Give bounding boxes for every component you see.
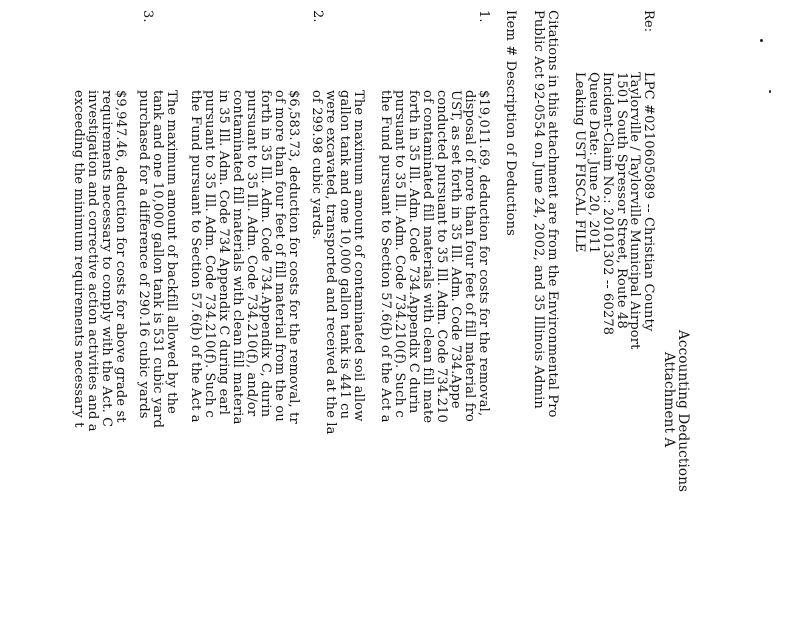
item-2-extra-1: The maximum amount of backfill allowed by the: [164, 90, 179, 415]
item-2-extra-2: tank and one 10,000 gallon tank is 531 cubic yard: [150, 90, 165, 429]
item-2-line-1: $6,583.73, deduction for costs for the removal, tr: [286, 90, 301, 424]
re-line-6: Leaking UST FISCAL FILE: [572, 72, 587, 253]
item-1-number: 1.: [476, 10, 491, 23]
item-3-number: 3.: [140, 10, 155, 23]
item-2-line-7: pursuant to 35 Ill. Adm. Code 734.210(f). Such c: [202, 90, 217, 418]
item-2-number: 2.: [310, 10, 325, 23]
item-2-line-8: the Fund pursuant to Section 57.6(b) of the Act a: [188, 90, 203, 423]
item-1-line-8: the Fund pursuant to Section 57.6(b) of the Act a: [378, 90, 393, 423]
item-3-line-4: exceeding the minimum requirements necessary t: [71, 90, 86, 428]
item-1-line-7: pursuant to 35 Ill. Adm. Code 734.210(f). Such c: [392, 90, 407, 418]
re-line-2: Taylorville / Taylorville Municipal Airport: [627, 72, 642, 350]
re-line-1: LPC #0210605089 -- Christian County: [641, 72, 656, 332]
item-1-line-2: disposal of more than four feet of fill material fro: [462, 90, 477, 422]
item-2-line-6: in 35 Ill. Adm. Code 734 Appendix C during earl: [216, 90, 231, 416]
item-3-line-1: $9,947.46, deduction for costs for above grade st: [113, 90, 128, 423]
attachment-subtitle: Accounting Deductions: [675, 330, 691, 493]
item-1-line-3: UST, as set forth in 35 Ill. Adm. Code 734.Appe: [448, 90, 463, 409]
citation-line-2: Public Act 92-0554 on June 24, 2002, and 35 Illinois Admin: [531, 10, 546, 409]
column-header: Item # Description of Deductions: [503, 10, 518, 236]
item-1-line-5: of contaminated fill materials with clean fill mate: [420, 90, 435, 424]
re-label: Re:: [641, 10, 656, 33]
item-2-extra-3: purchased for a difference of 290.16 cubic yards: [136, 90, 151, 419]
item-1-extra-3: were excavated, transported and received at the la: [323, 90, 338, 435]
re-line-3: 1501 South Spressor Street, Route 48: [614, 72, 629, 329]
citation-line-1: Citations in this attachment are from the Environmental Pro: [545, 10, 560, 418]
scan-speck: [769, 90, 771, 93]
item-1-extra-2: gallon tank and one 10,000 gallon tank is 441 cu: [337, 90, 352, 420]
item-1-line-4: conducted pursuant to 35 Ill. Adm. Code 734.210: [434, 90, 449, 423]
item-2-line-2: of more than four feet of fill material from the ou: [272, 90, 287, 422]
item-1-extra-4: of 299.98 cubic yards.: [309, 90, 324, 240]
item-2-line-4: pursuant to 35 Ill. Adm. Code 734.210(f), and/or: [244, 90, 259, 417]
item-1-extra-1: The maximum amount of contaminated soil allow: [351, 90, 366, 422]
item-2-line-3: forth in 35 Ill. Adm. Code 734.Appendix C, durin: [258, 90, 273, 418]
re-line-4: Incident-Claim No.: 20101302 -- 60278: [600, 72, 615, 336]
scan-speck: [760, 39, 763, 42]
item-3-line-3: investigation and corrective action activities and a: [85, 90, 100, 432]
item-2-line-5: contaminated fill materials with clean fill materia: [230, 90, 245, 425]
attachment-title: Attachment A: [661, 352, 677, 448]
re-line-5: Queue Date: June 20, 2011: [586, 72, 601, 254]
item-1-line-1: $19,011.69, deduction for costs for the removal,: [476, 90, 491, 417]
item-3-line-2: requirements necessary to comply with the Act. C: [99, 90, 114, 428]
item-1-line-6: forth in 35 Ill. Adm. Code 734.Appendix C durin: [406, 90, 421, 414]
